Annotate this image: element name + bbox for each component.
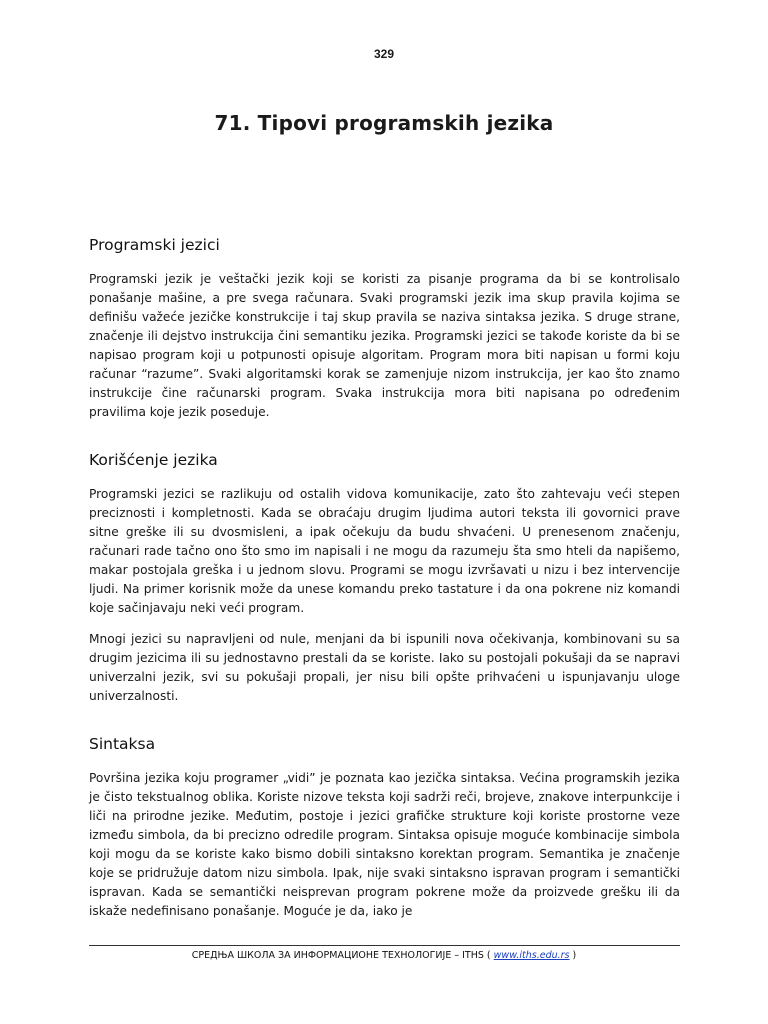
paragraph: Programski jezik je veštački jezik koji se koristi za pisanje programa da bi se kontrolisalo ponašanje mašine, a pre svega računara. Svaki programski jezik ima skup pravila kojima se definišu važeće jezičke konstrukcije i taj skup pravila se naziva sintaksa jezika. S druge strane, značenje ili dejstvo instrukcija čini semantiku jezika. Programski jezici se takođe koriste da bi se napisao program koji u potpunosti opisuje algoritam. Program mora biti napisan u formi koju računar “razume”. Svaki algoritamski korak se zamenjuje nizom instrukcija, jer kao što znamo instrukcije čine računarski program. Svaka instrukcija mora biti napisana po određenim pravilima koje jezik poseduje. — [89, 272, 680, 419]
footer-divider — [89, 945, 680, 946]
section-heading: Programski jezici — [89, 236, 220, 254]
footer-closing-paren: ) — [569, 950, 577, 961]
section-koriscenje-jezika — [89, 451, 680, 706]
page-footer — [0, 950, 768, 961]
section-heading: Sintaksa — [89, 735, 156, 753]
chapter-title: 71. Tipovi programskih jezika — [214, 111, 554, 135]
section-programski-jezici — [89, 236, 680, 422]
paragraph: Površina jezika koju programer „vidi” je poznata kao jezička sintaksa. Većina programskih jezika je čisto tekstualnog oblika. Koriste nizove teksta koji sadrži reči, brojeve, znakove interpunkcije i liči na prirodne jezike. Međutim, postoje i jezici grafičke strukture koji koriste prostorne veze između simbola, da bi precizno odredile program. Sintaksa opisuje moguće kombinacije simbola koji mogu da se koriste kako bismo dobili sintaksno korektan program. Semantika je značenje koje se pridružuje datom nizu simbola. Ipak, nije svaki sintaksno ispravan program i semantički ispravan. Kada se semantički neisprevan program pokrene može da proizvede grešku ili da iskaže nedefinisano ponašanje. Moguće je da, iako je — [89, 771, 680, 918]
page-number: 329 — [373, 47, 395, 61]
section-sintaksa — [89, 735, 680, 921]
paragraph: Programski jezici se razlikuju od ostalih vidova komunikacije, zato što zahtevaju veći stepen preciznosti i kompletnosti. Kada se obraćaju drugim ljudima autori teksta ili govornici prave sitne greške ili su dvosmisleni, a ipak očekuju da budu shvaćeni. U prenesenom značenju, računari rade tačno ono što smo im napisali i ne mogu da razumeju šta smo hteli da napišemo, makar postojala greška i u jednom slovu. Programi se mogu izvršavati u nizu i bez intervencije ljudi. Na primer korisnik može da unese komandu preko tastature i da ona pokrene niz komandi koje sačinjavaju neki veći program. — [89, 487, 680, 615]
footer-website-link[interactable]: www.iths.edu.rs — [493, 950, 570, 961]
paragraph: Mnogi jezici su napravljeni od nule, menjani da bi ispunili nova očekivanja, kombinovani su sa drugim jezicima ili su jednostavno prestali da se koriste. Iako su postojali pokušaji da se napravi univerzalni jezik, svi su pokušaji propali, jer nisu bili opšte prihvaćeni u ispunjavanju uloge univerzalnosti. — [89, 632, 680, 703]
section-heading: Korišćenje jezika — [89, 451, 218, 469]
footer-school-name: СРЕДЊА ШКОЛА ЗА ИНФОРМАЦИОНЕ ТЕХНОЛОГИЈЕ – ITHS ( — [191, 950, 494, 961]
document-body — [89, 236, 680, 950]
